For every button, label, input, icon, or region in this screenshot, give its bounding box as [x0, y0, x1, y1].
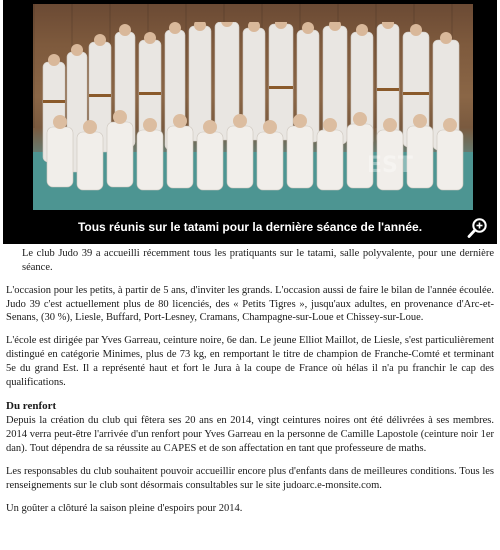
article-paragraph: Depuis la création du club qui fêtera ses 20 ans en 2014, vingt ceintures noires ont été délivrées à ses membres. 2014 verra peut-être l'arrivée d'un renfort pour Yves Garreau en la personne de Camille Lapostole (ceinture noir 1er dan). Tout dépendra de sa réussite au CAPES et de son affectation en tant que professeure de maths.	[6, 415, 494, 454]
judo-group-illustration	[37, 22, 469, 197]
article-paragraph-intro: Le club Judo 39 a accueilli récemment tous les pratiquants sur le tatami, salle polyvalente, pour une dernière séance.	[22, 248, 494, 273]
article-paragraph: L'école est dirigée par Yves Garreau, ceinture noire, 6e dan. Le jeune Elliot Maillot, de Liesle, s'est particulièrement distingué en catégorie Minimes, plus de 73 kg, en remportant le titre de champion de Franche-Comté et terminant 5e du grand Est. Il a représenté haut et fort le Jura à la coupe de France où hélas il n'a pu franchir le cap des qualifications.	[6, 335, 494, 388]
zoom-in-icon[interactable]	[467, 217, 489, 239]
article-paragraph: L'occasion pour les petits, à partir de 5 ans, d'inviter les grands. L'occasion aussi de faire le bilan de l'année écoulée. Judo 39 c'est actuellement plus de 80 licenciés, des « Petits Tigres », jusqu'aux adultes, en provenance d'Arc-et-Senans, (30 %), Liesle, Buffard, Port-Lesney, Cramans, Champagne-sur-Loue et Chissey-sur-Loue.	[6, 284, 494, 324]
article-body	[6, 247, 494, 524]
article-paragraph: Un goûter a clôturé la saison pleine d'espoirs pour 2014.	[6, 502, 243, 514]
group-photo[interactable]	[33, 4, 473, 210]
photo-frame	[3, 0, 497, 244]
photo-watermark: EST	[367, 153, 413, 178]
article-paragraph: Les responsables du club souhaitent pouvoir accueillir encore plus d'enfants dans de meilleures conditions. Tous les renseignements sur le club sont désormais consultables sur le site judoarc.e-monsite.com.	[6, 465, 494, 491]
article-subheading: Du renfort	[6, 399, 57, 412]
photo-caption: Tous réunis sur le tatami pour la dernière séance de l'année.	[77, 220, 423, 234]
